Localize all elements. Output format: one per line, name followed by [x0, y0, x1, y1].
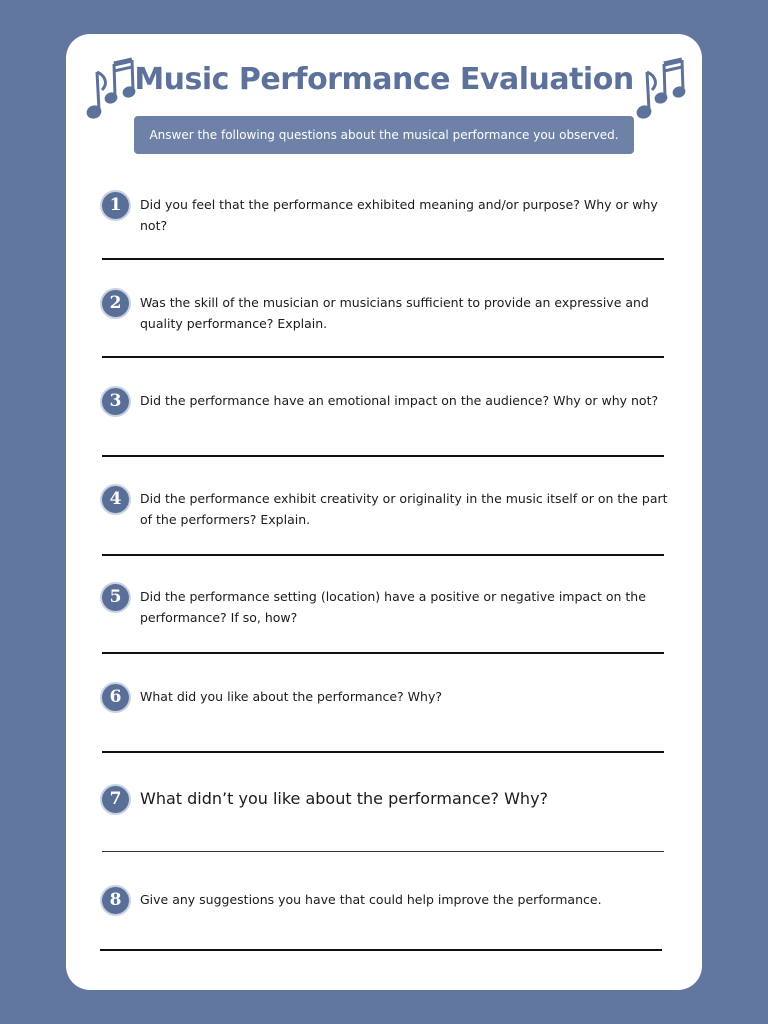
- answer-line[interactable]: [102, 258, 664, 260]
- question-text: Did the performance exhibit creativity or originality in the music itself or on the part of the performers? Explain.: [140, 491, 668, 527]
- question-text: Give any suggestions you have that could help improve the performance.: [140, 892, 602, 907]
- question-number-badge: 1: [102, 192, 129, 219]
- question-number-badge: 2: [102, 290, 129, 317]
- question-text: Did you feel that the performance exhibited meaning and/or purpose? Why or why not?: [140, 197, 658, 233]
- question-text: Did the performance have an emotional impact on the audience? Why or why not?: [140, 393, 659, 408]
- answer-line[interactable]: [102, 356, 664, 358]
- question-number-badge: 3: [102, 388, 129, 415]
- question-number-badge: 6: [102, 684, 129, 711]
- answer-line[interactable]: [102, 851, 664, 852]
- question-text: What didn’t you like about the performance? Why?: [140, 789, 549, 808]
- answer-line[interactable]: [102, 652, 664, 654]
- question-number-badge: 5: [102, 584, 129, 611]
- question-number-badge: 8: [102, 887, 129, 914]
- page-title: Music Performance Evaluation: [134, 62, 634, 97]
- evaluation-worksheet: [66, 34, 702, 990]
- answer-line[interactable]: [102, 455, 664, 457]
- music-notes-icon: [630, 54, 686, 126]
- question-number-badge: 4: [102, 486, 129, 513]
- question-text: Did the performance setting (location) have a positive or negative impact on the performance? If so, how?: [140, 589, 646, 625]
- answer-line[interactable]: [102, 751, 664, 753]
- question-number-badge: 7: [102, 786, 129, 813]
- question-text: Was the skill of the musician or musicians sufficient to provide an expressive and quality performance? Explain.: [140, 295, 649, 331]
- answer-line[interactable]: [102, 554, 664, 556]
- question-text: What did you like about the performance? Why?: [140, 689, 442, 704]
- answer-line[interactable]: [100, 949, 662, 951]
- instructions-banner: Answer the following questions about the musical performance you observed.: [134, 116, 634, 154]
